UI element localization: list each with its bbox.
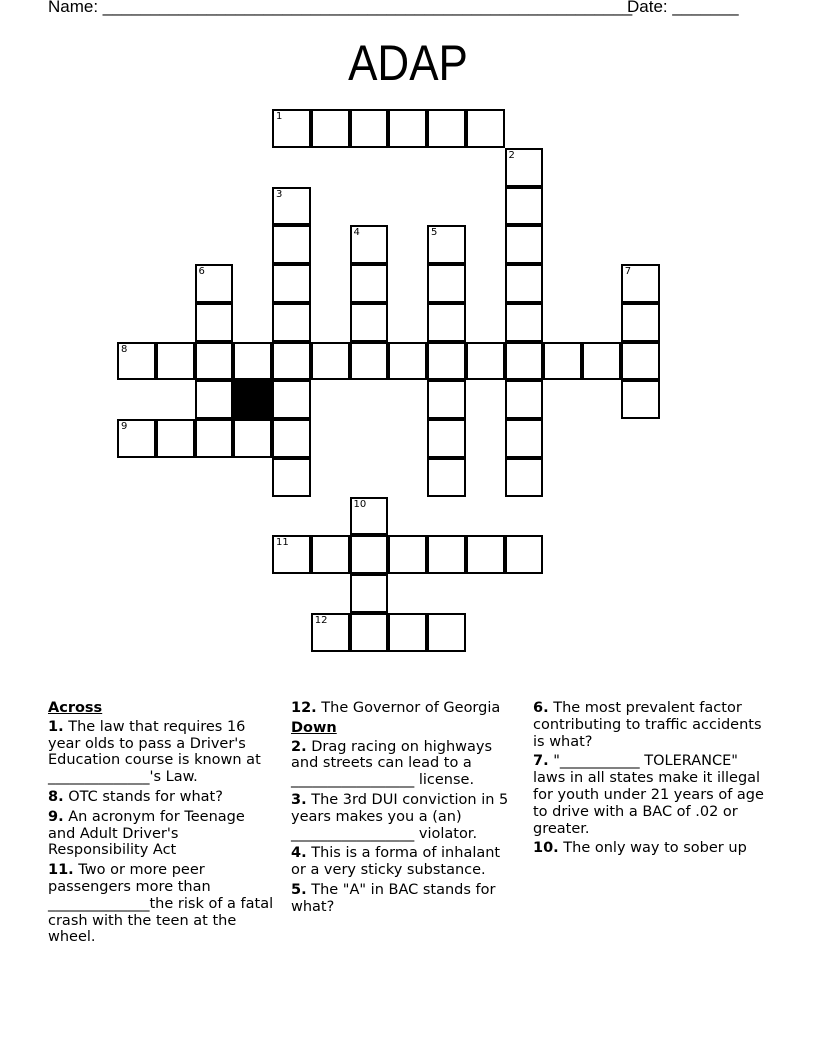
grid-cell[interactable]	[350, 303, 389, 342]
clue-down-3	[291, 792, 519, 842]
grid-cell[interactable]	[195, 342, 234, 381]
grid-cell[interactable]	[233, 342, 272, 381]
grid-cell[interactable]	[505, 380, 544, 419]
clues-column-2	[291, 700, 519, 919]
grid-cell[interactable]	[272, 264, 311, 303]
date-field[interactable]: Date: _______	[627, 0, 739, 16]
clue-down-7	[533, 753, 768, 837]
grid-cell[interactable]	[311, 342, 350, 381]
grid-cell[interactable]	[427, 613, 466, 652]
grid-cell[interactable]	[272, 187, 311, 226]
grid-cell[interactable]	[505, 264, 544, 303]
clue-across-11	[48, 862, 276, 946]
grid-cell[interactable]	[427, 264, 466, 303]
clue-text: An acronym for Teenage and Adult Driver's Responsibility Act	[48, 808, 245, 859]
grid-cell[interactable]	[350, 109, 389, 148]
grid-cell[interactable]	[350, 225, 389, 264]
clue-text: Two or more peer passengers more than ______________the risk of a fatal crash with the teen at the wheel.	[48, 862, 274, 946]
clue-text: "___________ TOLERANCE" laws in all states make it illegal for youth under 21 years of age to drive with a BAC of .02 or greater.	[533, 753, 764, 837]
clue-down-10	[533, 840, 768, 857]
grid-cell[interactable]	[621, 303, 660, 342]
grid-cell[interactable]	[466, 342, 505, 381]
grid-cell[interactable]	[621, 264, 660, 303]
clue-down-5	[291, 882, 519, 916]
grid-cell[interactable]	[350, 613, 389, 652]
grid-cell[interactable]	[582, 342, 621, 381]
grid-cell[interactable]	[427, 419, 466, 458]
grid-cell[interactable]	[466, 109, 505, 148]
grid-cell[interactable]	[272, 419, 311, 458]
clue-down-6	[533, 700, 768, 750]
grid-cell[interactable]	[505, 187, 544, 226]
clue-number-label: 3	[276, 188, 283, 200]
grid-cell[interactable]	[272, 535, 311, 574]
clue-text: The 3rd DUI conviction in 5 years makes you a (an) _________________ violator.	[291, 791, 509, 842]
grid-cell[interactable]	[427, 225, 466, 264]
grid-cell[interactable]	[117, 419, 156, 458]
clue-number: 11.	[48, 862, 74, 879]
grid-cell[interactable]	[621, 380, 660, 419]
page-title: ADAP	[348, 35, 468, 91]
grid-cell[interactable]	[272, 342, 311, 381]
grid-cell[interactable]	[117, 342, 156, 381]
down-heading: Down	[291, 719, 337, 736]
grid-cell[interactable]	[350, 574, 389, 613]
grid-cell[interactable]	[427, 109, 466, 148]
grid-cell[interactable]	[272, 458, 311, 497]
clue-text: Drag racing on highways and streets can lead to a _________________ license.	[291, 738, 493, 789]
grid-cell[interactable]	[311, 613, 350, 652]
clue-number-label: 11	[276, 537, 289, 549]
grid-cell[interactable]	[156, 342, 195, 381]
grid-cell[interactable]	[195, 303, 234, 342]
clue-number-label: 1	[276, 111, 283, 122]
grid-cell[interactable]	[388, 342, 427, 381]
grid-cell[interactable]	[427, 380, 466, 419]
clue-across-1	[48, 719, 276, 786]
grid-cell[interactable]	[272, 380, 311, 419]
grid-cell[interactable]	[311, 535, 350, 574]
clue-number: 4.	[291, 845, 307, 862]
grid-cell[interactable]	[272, 303, 311, 342]
clue-text: OTC stands for what?	[63, 788, 223, 805]
clue-down-4	[291, 845, 519, 879]
grid-cell[interactable]	[388, 613, 427, 652]
grid-cell[interactable]	[621, 342, 660, 381]
clue-text: The only way to sober up	[558, 840, 747, 857]
clue-number: 5.	[291, 881, 307, 898]
grid-cell[interactable]	[195, 380, 234, 419]
clue-text: The law that requires 16 year olds to pass a Driver's Education course is known at ______________'s Law.	[48, 718, 261, 786]
grid-cell[interactable]	[156, 419, 195, 458]
clue-number-label: 4	[353, 227, 360, 239]
grid-cell[interactable]	[427, 303, 466, 342]
clue-number: 10.	[533, 840, 559, 857]
grid-cell[interactable]	[505, 342, 544, 381]
clue-number-label: 6	[198, 266, 205, 277]
clue-number-label: 5	[431, 227, 438, 239]
grid-cell[interactable]	[272, 225, 311, 264]
grid-cell[interactable]	[388, 535, 427, 574]
grid-cell[interactable]	[388, 109, 427, 148]
across-heading: Across	[48, 700, 103, 716]
grid-cell[interactable]	[350, 497, 389, 536]
clue-number: 2.	[291, 738, 307, 755]
clues-column-3	[533, 700, 768, 860]
clue-number-label: 10	[353, 498, 367, 510]
clue-number: 8.	[48, 788, 64, 805]
clue-number: 9.	[48, 808, 64, 825]
grid-cell[interactable]	[466, 535, 505, 574]
grid-cell[interactable]	[505, 535, 544, 574]
name-field[interactable]: Name: ________________________________________________________	[48, 0, 633, 16]
grid-cell[interactable]	[505, 225, 544, 264]
grid-cell[interactable]	[195, 419, 234, 458]
clue-across-8	[48, 789, 276, 806]
clue-number: 3.	[291, 791, 307, 808]
clue-number: 7.	[533, 753, 549, 770]
grid-cell[interactable]	[350, 342, 389, 381]
clue-number-label: 8	[121, 343, 128, 355]
grid-cell[interactable]	[350, 264, 389, 303]
grid-cell[interactable]	[233, 419, 272, 458]
clue-text: The most prevalent factor contributing to traffic accidents is what?	[533, 700, 762, 750]
clue-number-label: 12	[314, 614, 328, 626]
clue-number: 12.	[291, 700, 317, 716]
grid-cell[interactable]	[505, 148, 544, 187]
clue-text: This is a forma of inhalant or a very sticky substance.	[291, 845, 501, 879]
clue-number-label: 9	[121, 421, 128, 432]
clue-text: The "A" in BAC stands for what?	[291, 881, 496, 915]
clues-column-1	[48, 700, 276, 949]
clue-text: The Governor of Georgia	[316, 700, 501, 716]
grid-cell[interactable]	[195, 264, 234, 303]
clue-across-9	[48, 809, 276, 859]
grid-cell[interactable]	[311, 109, 350, 148]
clue-across-12	[291, 700, 519, 717]
grid-cell[interactable]	[543, 342, 582, 381]
clue-number: 6.	[533, 700, 549, 716]
clue-down-2	[291, 739, 519, 789]
grid-cell[interactable]	[427, 535, 466, 574]
grid-cell[interactable]	[427, 458, 466, 497]
clue-number-label: 2	[508, 149, 515, 161]
grid-cell[interactable]	[505, 303, 544, 342]
grid-cell[interactable]	[350, 535, 389, 574]
grid-cell[interactable]	[272, 109, 311, 148]
black-cell	[233, 380, 272, 419]
grid-cell[interactable]	[505, 458, 544, 497]
clue-number-label: 7	[624, 266, 632, 277]
grid-cell[interactable]	[427, 342, 466, 381]
clue-number: 1.	[48, 718, 64, 735]
grid-cell[interactable]	[505, 419, 544, 458]
